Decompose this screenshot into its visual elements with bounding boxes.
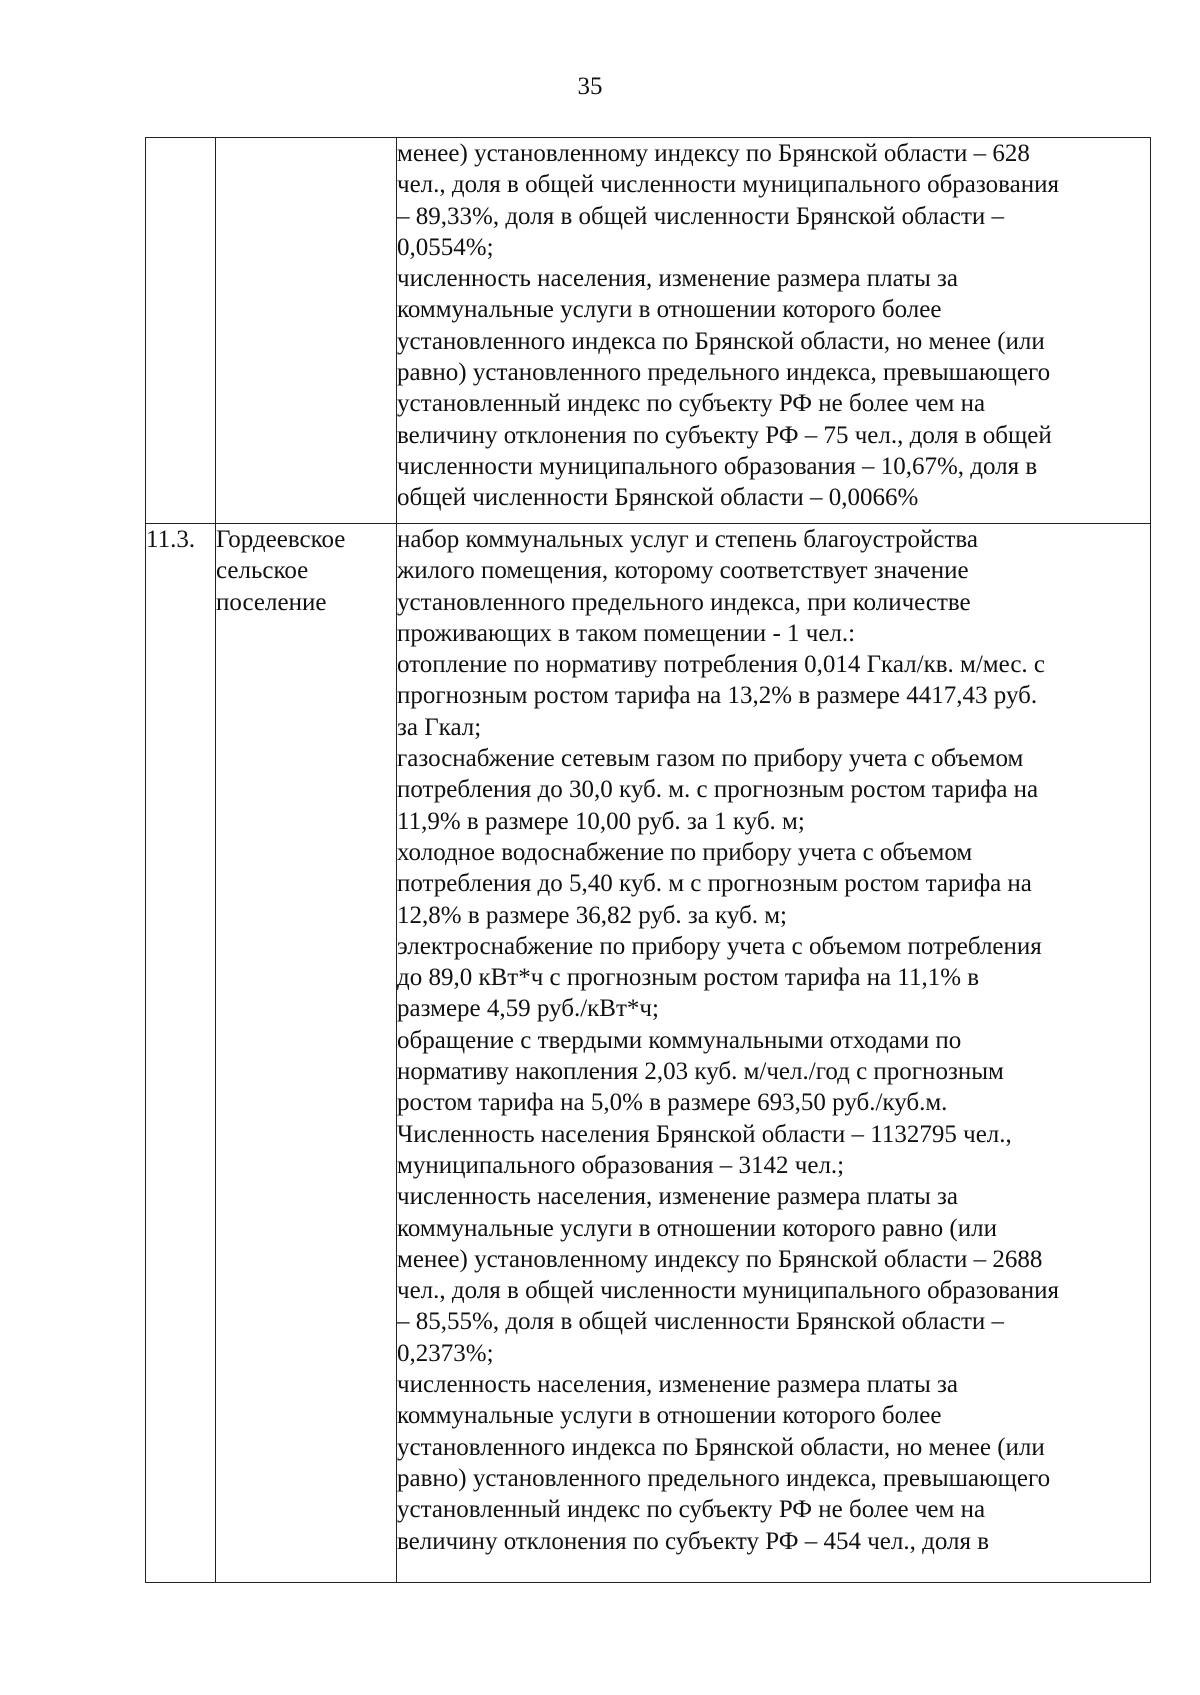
- text-line: численность населения, изменение размера платы за: [397, 1183, 958, 1211]
- text-line: за Гкал;: [397, 713, 482, 741]
- text-line: коммунальные услуги в отношении которого равно (или: [397, 1214, 997, 1242]
- municipality-name-cell: [216, 138, 397, 524]
- text-line: сельское: [216, 557, 309, 585]
- text-line: электроснабжение по прибору учета с объемом потребления: [397, 932, 1042, 960]
- text-line: численности муниципального образования – 10,67%, доля в: [397, 452, 1038, 480]
- text-line: 0,0554%;: [397, 233, 494, 261]
- text-line: обращение с твердыми коммунальными отходами по: [397, 1026, 962, 1054]
- description-text: [397, 138, 1150, 514]
- text-line: величину отклонения по субъекту РФ – 454 чел., доля в: [397, 1527, 990, 1555]
- page-number: 35: [577, 73, 603, 100]
- text-line: 11,9% в размере 10,00 руб. за 1 куб. м;: [397, 807, 805, 835]
- text-line: поселение: [216, 588, 327, 616]
- municipal-indices-table: [145, 137, 1151, 1583]
- text-line: холодное водоснабжение по прибору учета с объемом: [397, 838, 973, 866]
- text-line: коммунальные услуги в отношении которого более: [397, 1402, 942, 1430]
- text-line: коммунальные услуги в отношении которого более: [397, 296, 942, 324]
- text-line: менее) установленному индексу по Брянской области – 628: [397, 140, 1030, 167]
- row-number-cell: [146, 138, 216, 524]
- table-row-11-3: [146, 524, 1151, 1583]
- text-line: муниципального образования – 3142 чел.;: [397, 1151, 845, 1179]
- text-line: установленного предельного индекса, при количестве: [397, 588, 971, 616]
- text-line: отопление по нормативу потребления 0,014 Гкал/кв. м/мес. с: [397, 651, 1046, 679]
- text-line: размере 4,59 руб./кВт*ч;: [397, 995, 659, 1023]
- text-line: ростом тарифа на 5,0% в размере 693,50 руб./куб.м.: [397, 1089, 948, 1117]
- text-line: общей численности Брянской области – 0,0066%: [397, 484, 919, 512]
- text-line: величину отклонения по субъекту РФ – 75 чел., доля в общей: [397, 421, 1052, 449]
- text-line: потребления до 30,0 куб. м. с прогнозным ростом тарифа на: [397, 776, 1039, 804]
- text-line: установленный индекс по субъекту РФ не более чем на: [397, 1496, 986, 1524]
- text-line: нормативу накопления 2,03 куб. м/чел./год с прогнозным: [397, 1058, 1004, 1086]
- text-line: установленного индекса по Брянской области, но менее (или: [397, 327, 1045, 355]
- text-line: жилого помещения, которому соответствует значение: [397, 557, 969, 585]
- text-line: Гордеевское: [216, 526, 346, 553]
- text-line: прогнозным ростом тарифа на 13,2% в размере 4417,43 руб.: [397, 682, 1038, 710]
- text-line: численность населения, изменение размера платы за: [397, 1371, 958, 1399]
- row-number-cell: 11.3.: [146, 524, 216, 1583]
- text-line: потребления до 5,40 куб. м с прогнозным ростом тарифа на: [397, 870, 1032, 898]
- text-line: равно) установленного предельного индекса, превышающего: [397, 359, 1051, 387]
- text-line: набор коммунальных услуг и степень благоустройства: [397, 526, 978, 553]
- text-line: численность населения, изменение размера платы за: [397, 265, 958, 293]
- text-line: Численность населения Брянской области – 1132795 чел.,: [397, 1120, 1012, 1148]
- table-row-continuation: [146, 138, 1151, 524]
- text-line: – 89,33%, доля в общей численности Брянской области –: [397, 202, 1004, 230]
- description-text: [397, 524, 1150, 1557]
- text-line: газоснабжение сетевым газом по прибору учета с объемом: [397, 745, 1024, 773]
- text-line: проживающих в таком помещении - 1 чел.:: [397, 619, 856, 647]
- text-line: до 89,0 кВт*ч с прогнозным ростом тарифа на 11,1% в: [397, 964, 980, 992]
- text-line: установленный индекс по субъекту РФ не более чем на: [397, 390, 986, 418]
- description-cell: [397, 524, 1151, 1583]
- text-line: 0,2373%;: [397, 1339, 494, 1367]
- text-line: чел., доля в общей численности муниципального образования: [397, 1277, 1059, 1305]
- municipality-name-cell: [216, 524, 397, 1583]
- text-line: равно) установленного предельного индекса, превышающего: [397, 1464, 1051, 1492]
- municipality-name: [216, 524, 396, 618]
- text-line: менее) установленному индексу по Брянской области – 2688: [397, 1245, 1043, 1273]
- text-line: – 85,55%, доля в общей численности Брянской области –: [397, 1308, 1004, 1336]
- description-cell: [397, 138, 1151, 524]
- text-line: установленного индекса по Брянской области, но менее (или: [397, 1433, 1045, 1461]
- text-line: чел., доля в общей численности муниципального образования: [397, 171, 1059, 199]
- text-line: 12,8% в размере 36,82 руб. за куб. м;: [397, 901, 787, 929]
